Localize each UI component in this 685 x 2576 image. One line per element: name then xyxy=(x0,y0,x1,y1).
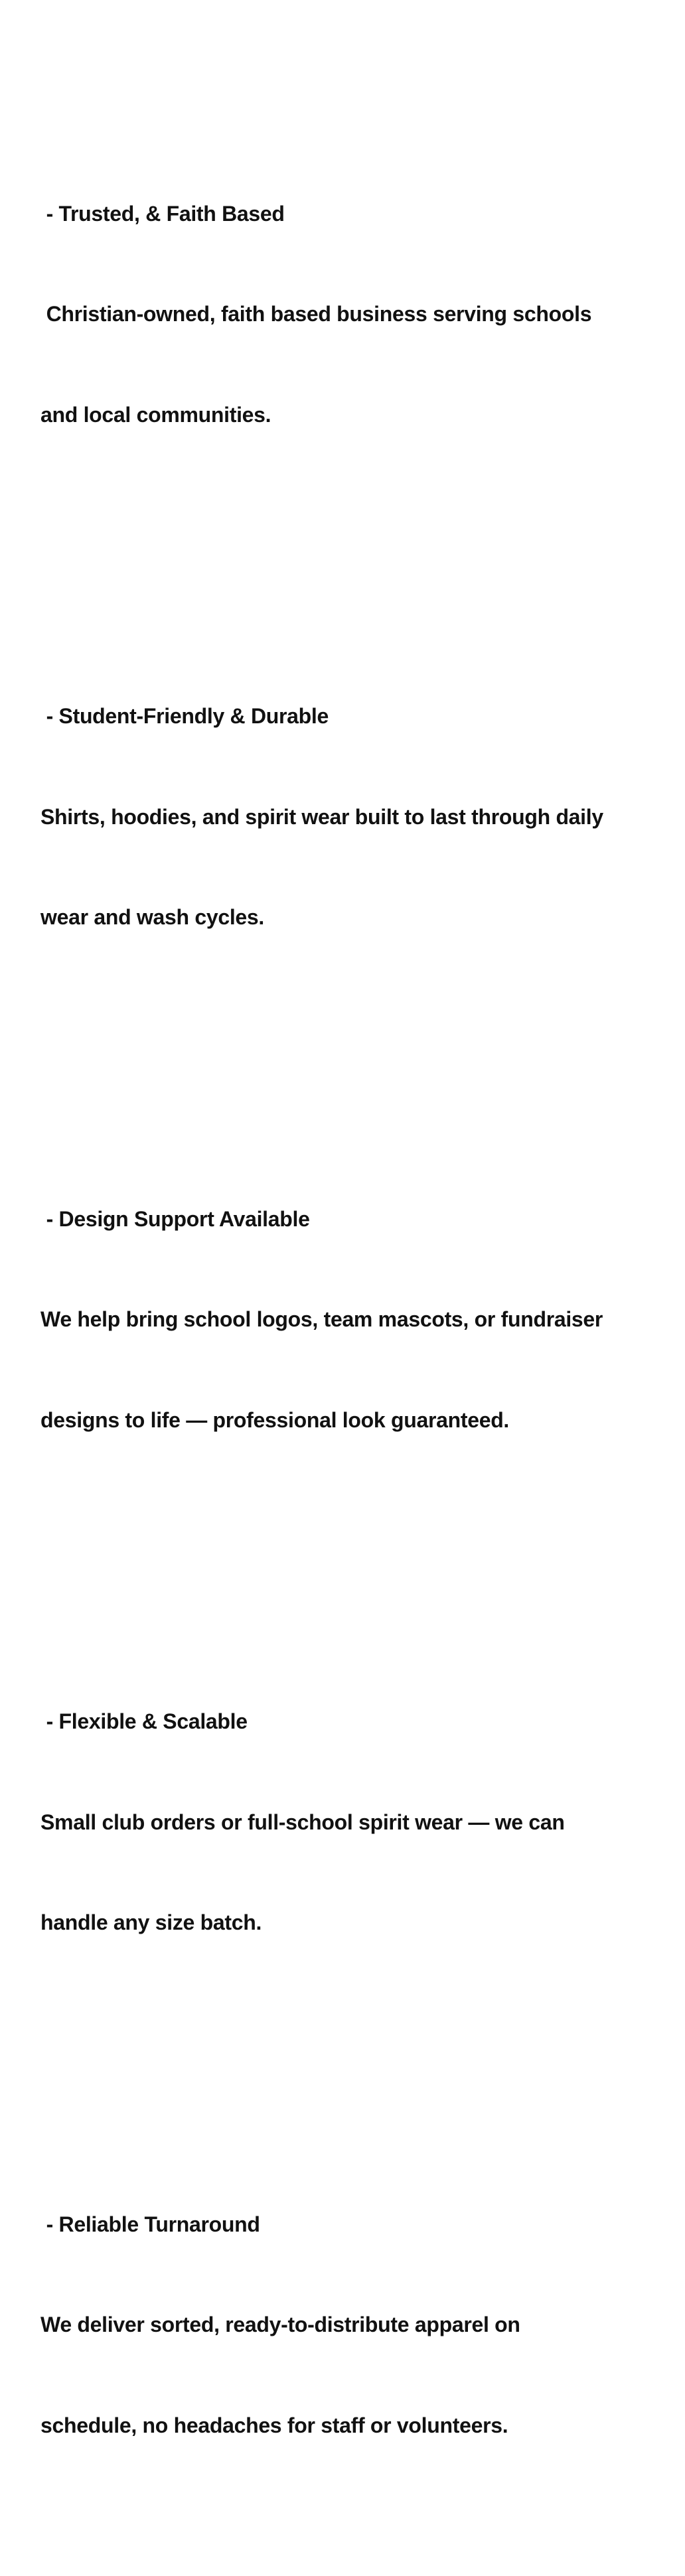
feature-section-design-support xyxy=(40,1135,664,1504)
feature-heading: - Design Support Available xyxy=(40,1206,310,1231)
feature-heading: - Reliable Turnaround xyxy=(40,2212,260,2236)
feature-description-line: schedule, no headaches for staff or volunteers. xyxy=(40,2413,508,2437)
feature-description-line: Christian-owned, faith based business serving schools xyxy=(40,302,592,326)
feature-description-line: wear and wash cycles. xyxy=(40,905,264,929)
feature-description-line: Shirts, hoodies, and spirit wear built to last through daily xyxy=(40,804,603,829)
feature-description-line: handle any size batch. xyxy=(40,1910,262,1934)
feature-description-line: designs to life — professional look guaranteed. xyxy=(40,1407,510,1432)
feature-section-turnaround xyxy=(40,2141,664,2510)
feature-description-line: and local communities. xyxy=(40,402,271,427)
features-document xyxy=(40,29,664,2576)
feature-section-student-friendly xyxy=(40,632,664,1001)
feature-description-line: Small club orders or full-school spirit wear — we can xyxy=(40,1810,565,1834)
feature-section-trusted xyxy=(40,130,664,499)
feature-section-flexible xyxy=(40,1638,664,2007)
feature-heading: - Trusted, & Faith Based xyxy=(40,201,285,226)
feature-heading: - Flexible & Scalable xyxy=(40,1709,248,1733)
feature-description-line: We help bring school logos, team mascots, or fundraiser xyxy=(40,1307,603,1331)
feature-description-line: We deliver sorted, ready-to-distribute apparel on xyxy=(40,2313,520,2336)
feature-heading: - Student-Friendly & Durable xyxy=(40,704,329,728)
